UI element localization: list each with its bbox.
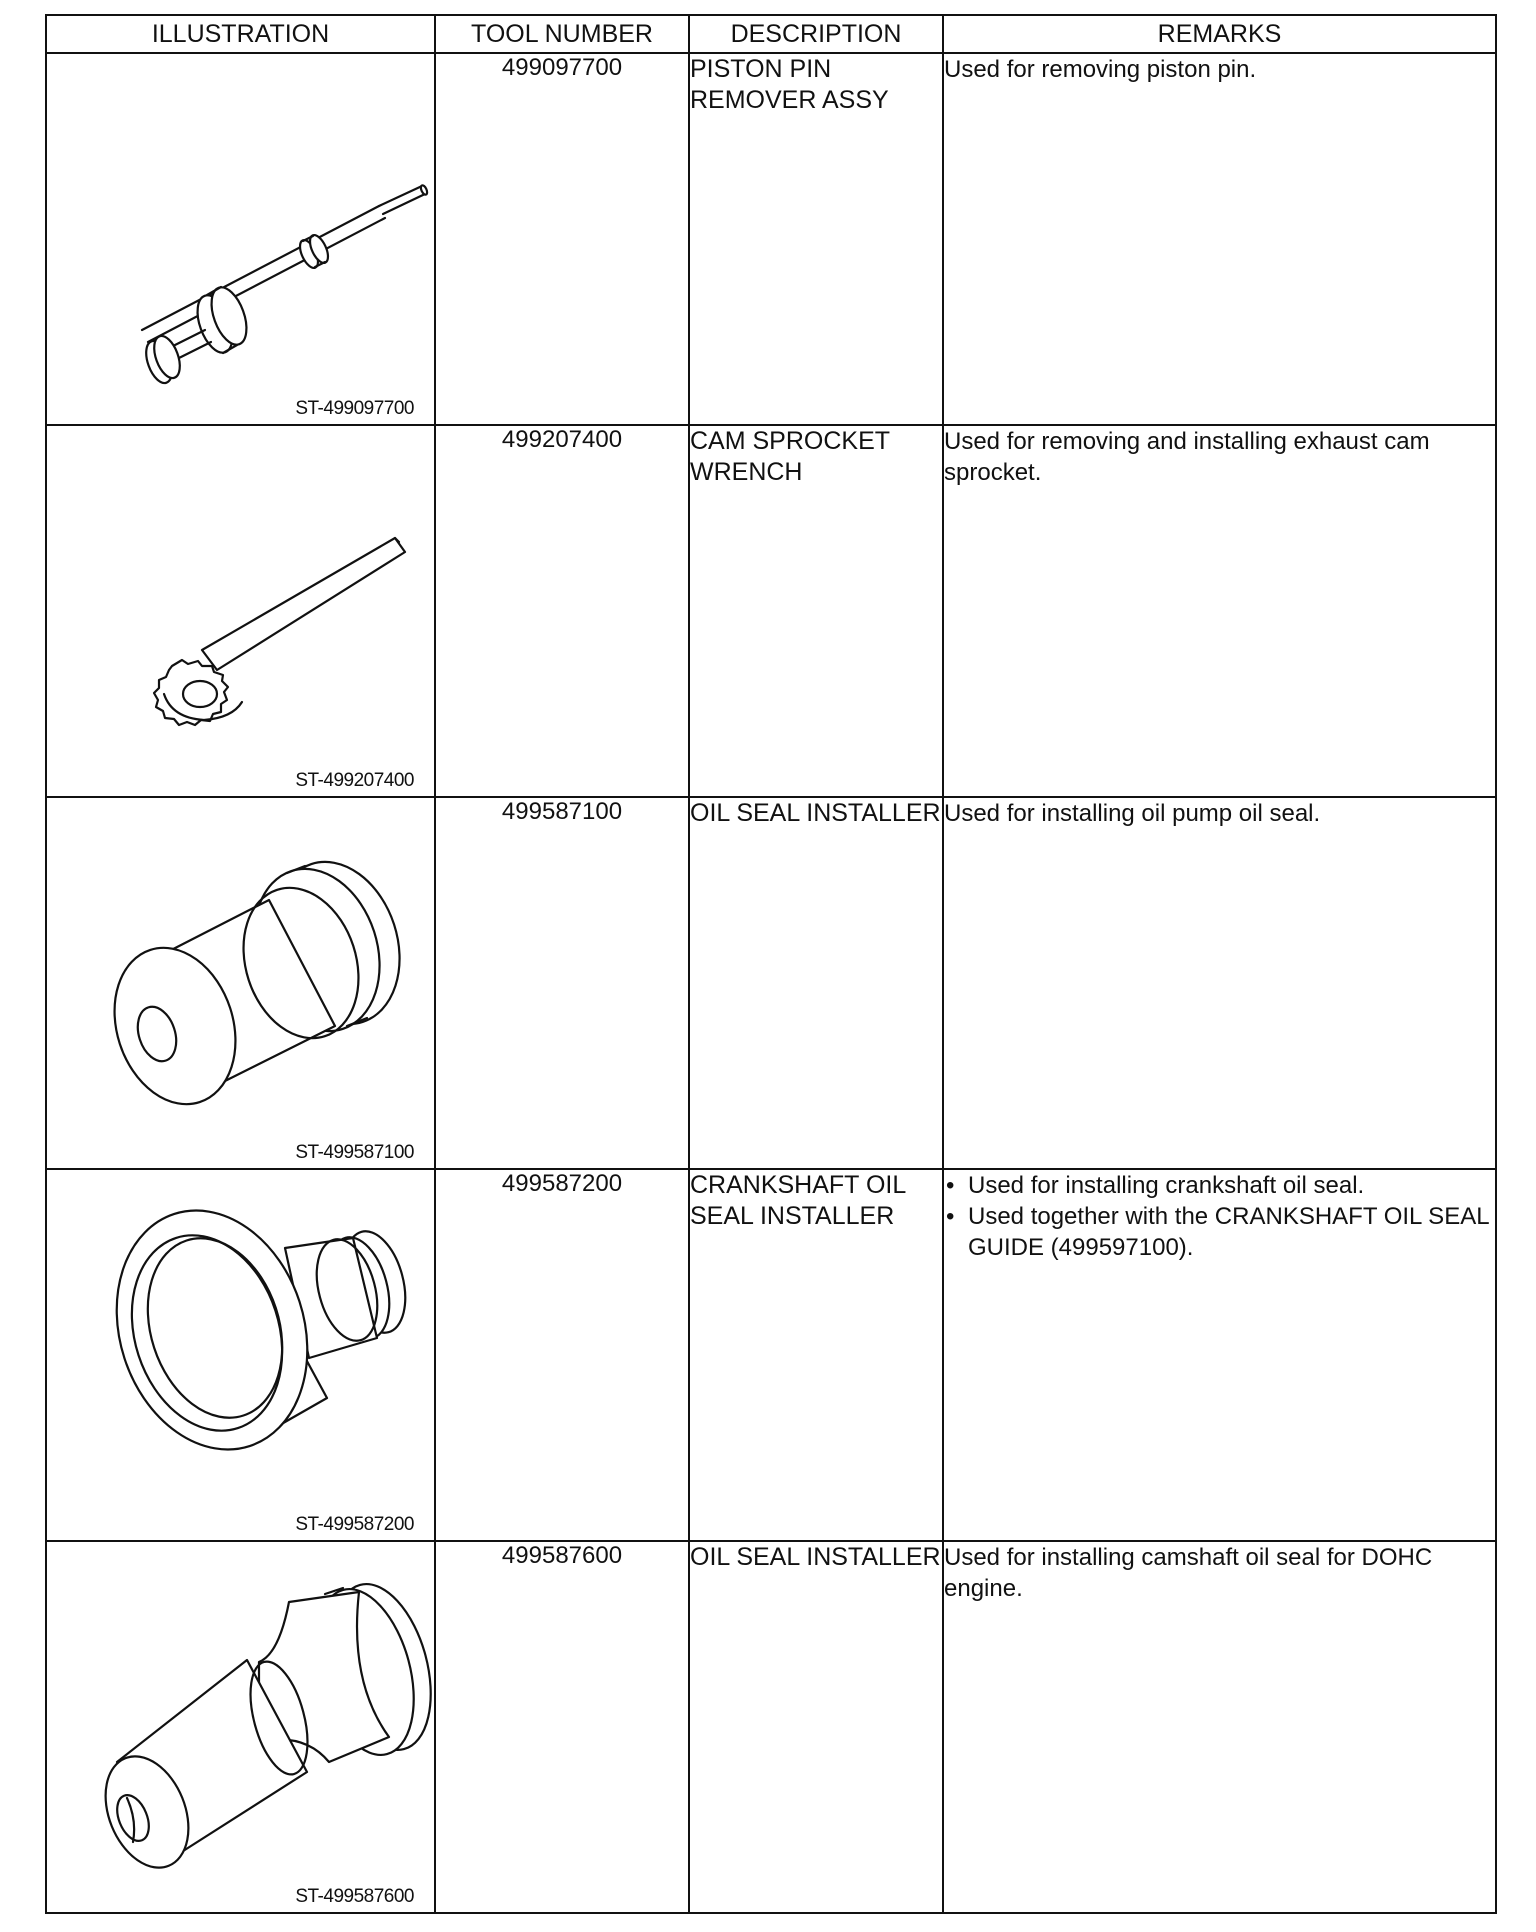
remarks-list (944, 1170, 1495, 1263)
piston-pin-remover-illustration (47, 54, 436, 424)
remarks-cell: Used for installing camshaft oil seal for DOHC engine. (943, 1541, 1496, 1913)
special-tools-table (45, 14, 1497, 1914)
illustration-code: ST-499587100 (295, 1142, 414, 1163)
tool-number-cell: 499207400 (435, 425, 689, 797)
remarks-cell: Used for removing and installing exhaust cam sprocket. (943, 425, 1496, 797)
illustration-cell (46, 425, 435, 797)
illustration-code: ST-499587200 (295, 1514, 414, 1535)
description-cell: PISTON PIN REMOVER ASSY (689, 53, 943, 425)
header-remarks: REMARKS (943, 15, 1496, 53)
illustration-code: ST-499587600 (295, 1886, 414, 1907)
illustration-code: ST-499207400 (295, 770, 414, 791)
cam-sprocket-wrench-illustration (47, 426, 436, 796)
description-cell: CAM SPROCKET WRENCH (689, 425, 943, 797)
oil-seal-installer-illustration (47, 798, 436, 1168)
table-row (46, 53, 1496, 425)
oil-seal-installer-illustration (47, 1542, 436, 1912)
description-cell: CRANKSHAFT OIL SEAL INSTALLER (689, 1169, 943, 1541)
illustration-cell (46, 797, 435, 1169)
remarks-list-item: • Used together with the CRANKSHAFT OIL SEAL GUIDE (499597100). (944, 1201, 1495, 1263)
table-row (46, 1169, 1496, 1541)
illustration-cell (46, 53, 435, 425)
tool-number-cell: 499587100 (435, 797, 689, 1169)
illustration-code: ST-499097700 (295, 398, 414, 419)
tool-number-cell: 499587200 (435, 1169, 689, 1541)
remarks-list-item: • Used for installing crankshaft oil seal. (944, 1170, 1495, 1201)
table-row (46, 797, 1496, 1169)
table-row (46, 425, 1496, 797)
illustration-cell (46, 1541, 435, 1913)
remarks-cell (943, 1169, 1496, 1541)
tool-number-cell: 499097700 (435, 53, 689, 425)
illustration-cell (46, 1169, 435, 1541)
crankshaft-oil-seal-installer-illustration (47, 1170, 436, 1540)
tool-number-cell: 499587600 (435, 1541, 689, 1913)
description-cell: OIL SEAL INSTALLER (689, 1541, 943, 1913)
remarks-cell: Used for removing piston pin. (943, 53, 1496, 425)
table-row (46, 1541, 1496, 1913)
table-header-row (46, 15, 1496, 53)
header-description: DESCRIPTION (689, 15, 943, 53)
remarks-cell: Used for installing oil pump oil seal. (943, 797, 1496, 1169)
header-tool-number: TOOL NUMBER (435, 15, 689, 53)
header-illustration: ILLUSTRATION (46, 15, 435, 53)
description-cell: OIL SEAL INSTALLER (689, 797, 943, 1169)
